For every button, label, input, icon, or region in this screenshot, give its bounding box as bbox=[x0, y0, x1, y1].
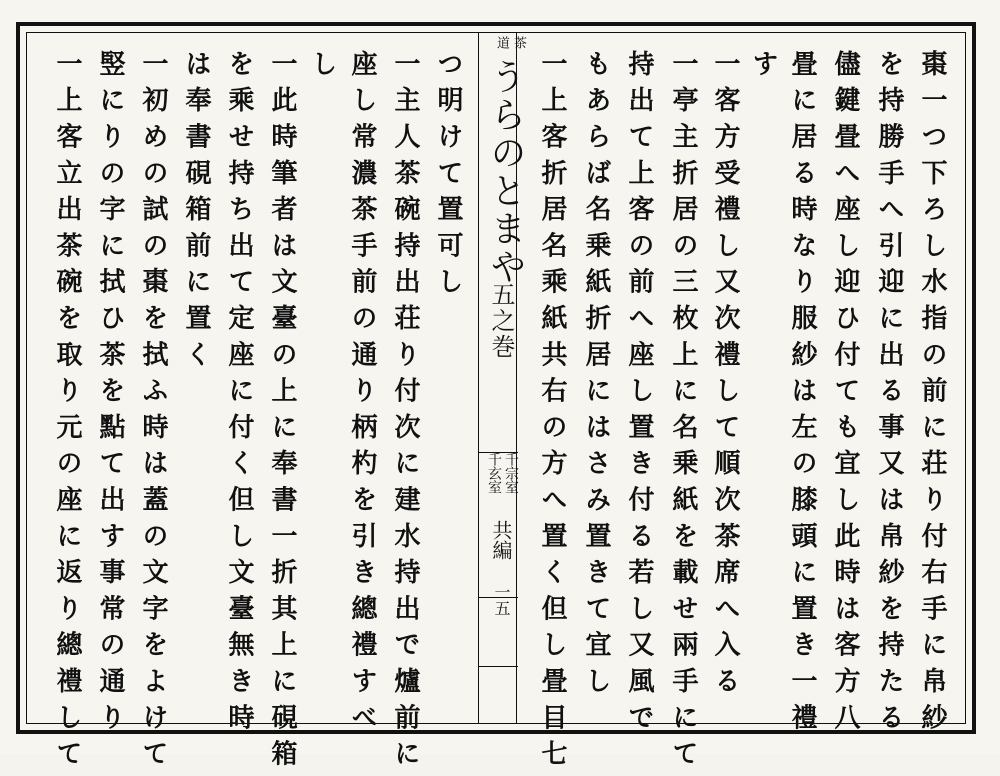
right-col-6: 一客方受禮し又次禮して順次茶席へ入る bbox=[710, 50, 740, 704]
right-col-2: を持勝手へ引迎に出る事又は帛紗を持たる bbox=[874, 50, 904, 740]
gutter-divider-bottom bbox=[478, 666, 518, 667]
right-col-3: 儘鍵畳へ座し迎ひ付ても宜し此時は客方八 bbox=[830, 50, 860, 740]
volume-label: 五之巻 bbox=[487, 282, 515, 360]
right-col-4: 畳に居る時なり服紗は左の膝頭に置き一禮 bbox=[787, 50, 817, 740]
right-col-10: 一上客折居名乘紙共右の方へ置く但し畳目七 bbox=[537, 50, 567, 776]
right-col-7: 一亭主折居の三枚上に名乗紙を載せ兩手にて bbox=[668, 50, 698, 776]
gutter-left-rule bbox=[478, 32, 479, 724]
left-col-4: し bbox=[307, 50, 337, 87]
left-col-5: 一此時筆者は文臺の上に奉書一折其上に硯箱 bbox=[267, 50, 297, 776]
right-col-8: 持出て上客の前へ座し置き付る若し又風で bbox=[624, 50, 654, 740]
left-col-10: 一上客立出茶碗を取り元の座に返り總禮して bbox=[52, 50, 82, 776]
left-col-7: は奉書硯箱前に置く bbox=[181, 50, 211, 377]
right-col-5: す bbox=[748, 50, 778, 87]
page-number: 一五 bbox=[492, 584, 511, 616]
author-1: 千宗室 bbox=[503, 452, 519, 494]
left-col-3: 座し常濃茶手前の通り柄杓を引き總禮すべ bbox=[347, 50, 377, 740]
left-col-6: を乘せ持ち出て定座に付く但し文臺無き時 bbox=[224, 50, 254, 740]
left-col-2: 一主人茶碗持出荘り付次に建水持出で爐前に bbox=[390, 50, 420, 776]
left-col-1: つ明けて置可し bbox=[433, 50, 463, 305]
right-col-9: もあらば名乗紙折居にはさみ置きて宜し bbox=[581, 50, 611, 704]
right-col-1: 棗一つ下ろし水指の前に荘り付右手に帛紗 bbox=[917, 50, 947, 740]
author-2: 千玄室 bbox=[486, 452, 502, 494]
left-col-8: 一初めの試の棗を拭ふ時は蓋の文字をよけて bbox=[138, 50, 168, 776]
series-label-top: 茶 bbox=[511, 36, 526, 49]
book-title: うらのとまや bbox=[485, 58, 526, 286]
left-col-9: 竪にりの字に拭ひ茶を點て出す事常の通り bbox=[95, 50, 125, 740]
series-label-bottom: 道 bbox=[494, 36, 509, 49]
editor-suffix: 共編 bbox=[489, 520, 513, 560]
